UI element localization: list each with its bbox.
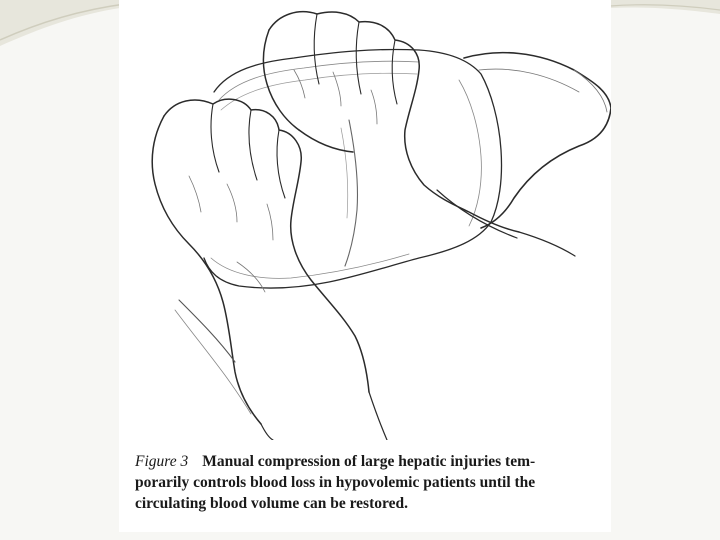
upper-hand <box>263 12 519 238</box>
hands-compressing-liver-illustration <box>119 0 611 440</box>
wrist-lines <box>261 232 575 440</box>
caption-line-1: Figure 3 Manual compression of large hepatic injuries tem- <box>135 453 536 470</box>
figure-page <box>119 0 611 532</box>
caption-line-3: circulating blood volume can be restored. <box>135 495 408 512</box>
liver-lobe <box>464 53 611 228</box>
figure-label: Figure 3 <box>135 453 189 470</box>
gauze-pad <box>204 49 502 288</box>
lower-hand <box>152 99 369 424</box>
figure-caption <box>135 451 595 514</box>
caption-line-2: porarily controls blood loss in hypovolemic patients until the <box>135 474 536 491</box>
